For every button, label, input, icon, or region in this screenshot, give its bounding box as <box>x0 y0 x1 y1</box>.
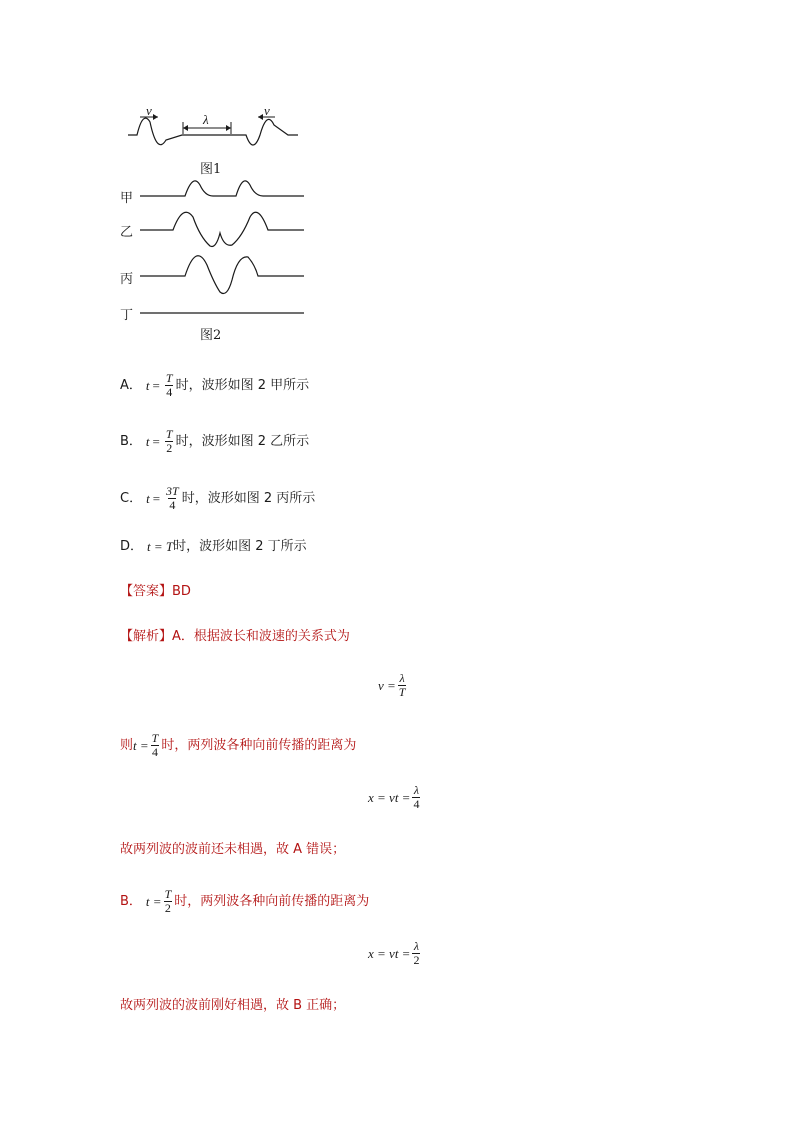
analysis-line-2 <box>120 732 356 759</box>
option-a <box>120 372 309 399</box>
option-d-letter: D． <box>120 539 144 554</box>
wave-label-jia: 甲 <box>120 191 134 206</box>
equation-2-denominator: 4 <box>413 797 420 811</box>
answer-value: BD <box>172 584 191 599</box>
option-c-t: t <box>146 490 150 506</box>
wavelength-label: λ <box>203 112 209 127</box>
analysis-line-4-t: t = <box>145 893 162 909</box>
analysis-line-2-text: 时，两列波各种向前传播的距离为 <box>161 737 357 753</box>
option-b <box>120 428 309 455</box>
right-velocity-arrowhead <box>258 114 263 120</box>
wave-label-ding: 丁 <box>120 308 134 323</box>
analysis-line-5-text: 故两列波的波前刚好相遇，故 B 正确； <box>120 998 346 1013</box>
equation-x-vt-lambda-4 <box>368 784 422 811</box>
analysis-intro <box>120 627 350 647</box>
figure-2 <box>138 175 308 320</box>
equation-3-numerator: λ <box>413 939 420 953</box>
analysis-line-4 <box>120 888 369 915</box>
analysis-line-4-numerator: T <box>164 887 172 901</box>
option-d-text: 时，波形如图 2 丁所示 <box>173 539 307 554</box>
figure-1-caption: 图1 <box>200 162 222 177</box>
waveform-yi <box>140 212 304 246</box>
analysis-intro-text: A．根据波长和波速的关系式为 <box>172 629 350 644</box>
option-a-equals: = <box>152 377 160 393</box>
analysis-line-4-text: 时，两列波各种向前传播的距离为 <box>174 893 370 909</box>
equation-v-lambda-over-t <box>378 672 408 699</box>
option-c-fraction <box>165 485 180 512</box>
option-c <box>120 485 315 512</box>
analysis-line-2-t: t = <box>133 737 149 753</box>
option-b-equals: = <box>152 433 160 449</box>
wavelength-arrowhead-left <box>183 125 188 131</box>
equation-3-denominator: 2 <box>413 953 420 967</box>
waveform-jia <box>140 181 304 196</box>
option-c-text: 时，波形如图 2 丙所示 <box>181 490 316 506</box>
analysis-line-2-fraction <box>151 732 160 759</box>
option-a-text: 时，波形如图 2 甲所示 <box>175 377 310 393</box>
left-velocity-label: v <box>146 103 152 118</box>
option-b-letter: B． <box>120 433 142 449</box>
option-a-fraction <box>165 372 174 399</box>
option-a-letter: A． <box>120 377 142 393</box>
equation-3-fraction <box>412 940 420 967</box>
analysis-line-2-prefix: 则 <box>120 737 134 753</box>
wave-label-yi: 乙 <box>120 225 134 240</box>
figure-1-waveform <box>128 118 298 145</box>
equation-2-left: x = vt = <box>368 789 411 805</box>
option-b-numerator: T <box>165 427 173 441</box>
equation-2-numerator: λ <box>413 783 420 797</box>
wavelength-arrowhead-right <box>226 125 231 131</box>
analysis-line-4-prefix: B． <box>120 893 142 909</box>
left-velocity-arrowhead <box>153 114 158 120</box>
option-a-t: t <box>145 377 150 393</box>
analysis-line-2-denominator: 4 <box>152 745 158 759</box>
option-b-denominator: 2 <box>166 441 173 455</box>
analysis-line-5 <box>120 996 345 1016</box>
option-d-expression: t = T <box>147 539 174 554</box>
option-a-numerator: T <box>165 371 173 385</box>
equation-1-fraction <box>398 672 407 699</box>
answer-line <box>120 582 191 602</box>
wave-label-bing: 丙 <box>120 272 134 287</box>
option-c-denominator: 4 <box>169 498 176 512</box>
analysis-line-2-numerator: T <box>151 731 159 745</box>
analysis-line-3 <box>120 840 345 860</box>
option-c-letter: C． <box>120 490 143 506</box>
option-a-denominator: 4 <box>166 385 173 399</box>
answer-label: 【答案】 <box>120 584 173 599</box>
analysis-line-3-text: 故两列波的波前还未相遇，故 A 错误； <box>120 842 346 857</box>
equation-1-left: v = <box>378 677 396 693</box>
option-b-t: t <box>145 433 150 449</box>
equation-x-vt-lambda-2 <box>368 940 422 967</box>
analysis-line-4-fraction <box>164 888 173 915</box>
right-velocity-label: v <box>264 103 270 118</box>
option-c-numerator: 3T <box>166 484 179 498</box>
analysis-line-4-denominator: 2 <box>164 901 171 915</box>
option-d <box>120 537 307 557</box>
option-b-text: 时，波形如图 2 乙所示 <box>175 433 310 449</box>
equation-1-numerator: λ <box>399 671 405 685</box>
equation-3-left: x = vt = <box>368 945 411 961</box>
figure-2-caption: 图2 <box>200 328 222 343</box>
analysis-label: 【解析】 <box>120 629 173 644</box>
option-b-fraction <box>165 428 174 455</box>
equation-1-denominator: T <box>398 685 406 699</box>
option-c-equals: = <box>152 490 161 506</box>
waveform-bing <box>140 256 304 294</box>
equation-2-fraction <box>412 784 420 811</box>
